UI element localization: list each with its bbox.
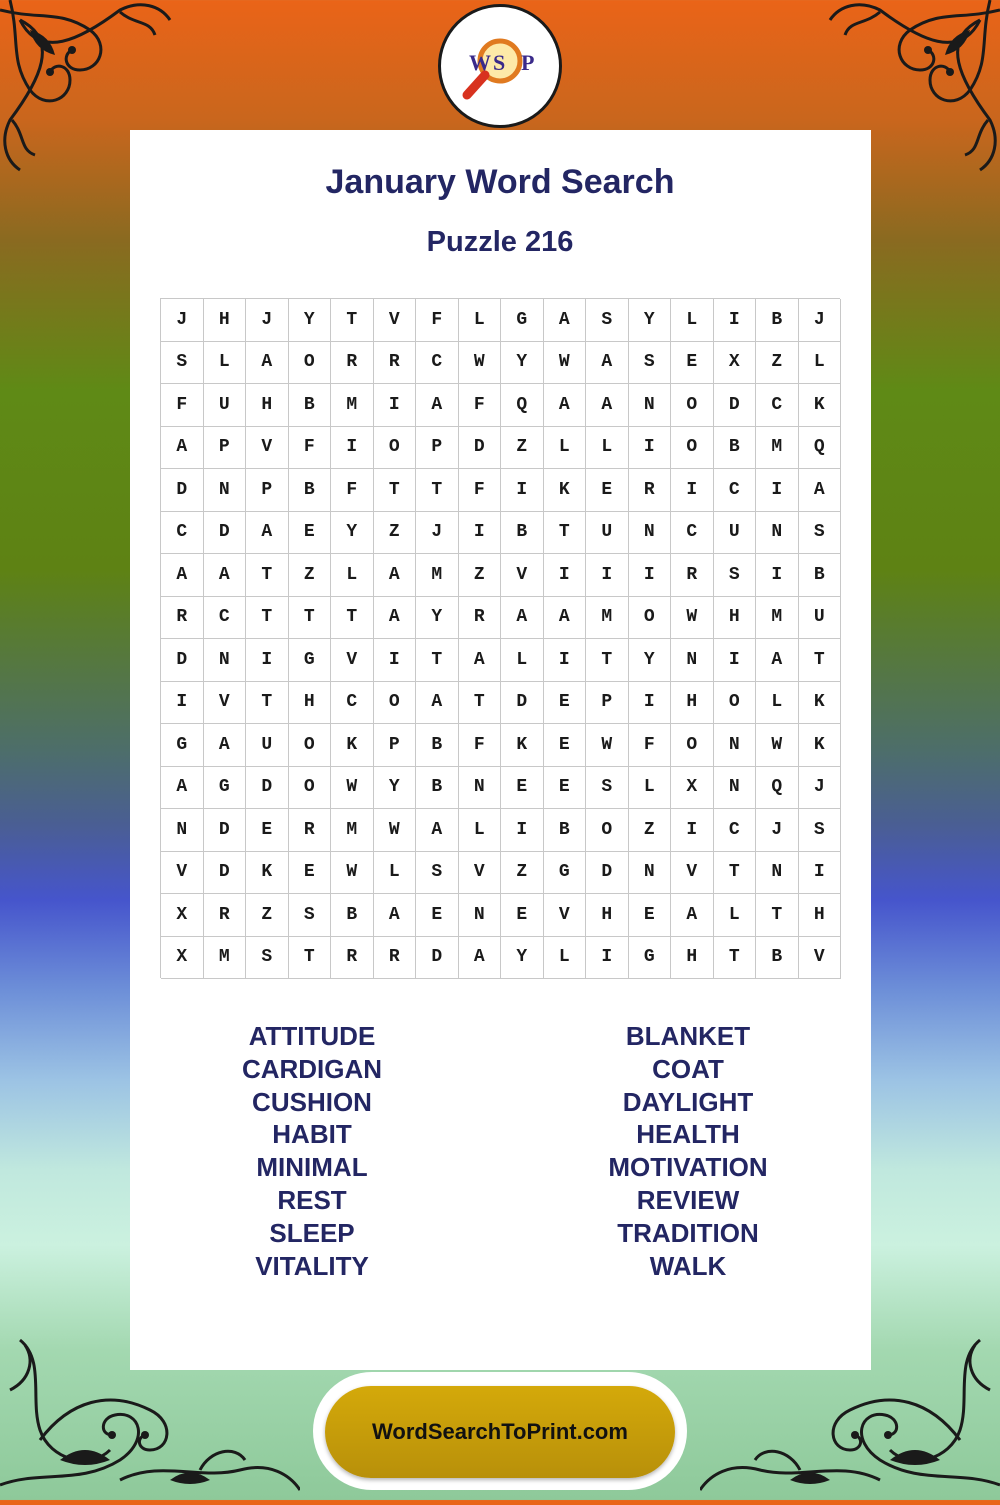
grid-cell: I: [246, 639, 289, 682]
grid-cell: O: [374, 427, 417, 470]
grid-cell: I: [799, 852, 842, 895]
grid-cell: A: [586, 342, 629, 385]
grid-cell: T: [331, 299, 374, 342]
grid-cell: X: [671, 767, 714, 810]
grid-cell: S: [799, 809, 842, 852]
grid-cell: T: [544, 512, 587, 555]
grid-cell: O: [714, 682, 757, 725]
wsp-logo: [438, 4, 562, 128]
word-item: CARDIGAN: [241, 1053, 383, 1084]
grid-cell: I: [586, 554, 629, 597]
grid-cell: B: [799, 554, 842, 597]
grid-cell: I: [671, 809, 714, 852]
puzzle-number: Puzzle 216: [426, 226, 574, 258]
grid-cell: I: [756, 554, 799, 597]
grid-cell: C: [416, 342, 459, 385]
grid-cell: I: [544, 639, 587, 682]
grid-cell: C: [331, 682, 374, 725]
grid-cell: N: [629, 384, 672, 427]
grid-cell: Z: [501, 427, 544, 470]
grid-cell: L: [629, 767, 672, 810]
word-item: COAT: [652, 1053, 724, 1084]
grid-cell: Y: [416, 597, 459, 640]
grid-cell: V: [459, 852, 502, 895]
grid-cell: C: [714, 809, 757, 852]
grid-cell: B: [501, 512, 544, 555]
grid-cell: O: [586, 809, 629, 852]
grid-cell: B: [416, 724, 459, 767]
grid-cell: J: [799, 767, 842, 810]
grid-cell: W: [586, 724, 629, 767]
grid-cell: Y: [501, 937, 544, 980]
grid-cell: A: [799, 469, 842, 512]
grid-cell: N: [756, 852, 799, 895]
grid-cell: L: [799, 342, 842, 385]
grid-cell: D: [714, 384, 757, 427]
grid-cell: N: [629, 852, 672, 895]
grid-cell: S: [714, 554, 757, 597]
grid-cell: R: [289, 809, 332, 852]
grid-cell: A: [246, 512, 289, 555]
grid-cell: S: [586, 299, 629, 342]
grid-cell: F: [629, 724, 672, 767]
grid-cell: O: [671, 724, 714, 767]
grid-cell: T: [799, 639, 842, 682]
grid-cell: W: [374, 809, 417, 852]
grid-cell: C: [756, 384, 799, 427]
grid-cell: I: [629, 682, 672, 725]
grid-cell: H: [246, 384, 289, 427]
grid-cell: D: [161, 469, 204, 512]
grid-cell: V: [161, 852, 204, 895]
grid-cell: R: [204, 894, 247, 937]
logo-letter-w: W: [469, 50, 491, 75]
grid-cell: P: [374, 724, 417, 767]
grid-cell: L: [714, 894, 757, 937]
grid-cell: Y: [374, 767, 417, 810]
grid-cell: E: [246, 809, 289, 852]
grid-cell: A: [416, 384, 459, 427]
grid-cell: D: [204, 852, 247, 895]
grid-cell: A: [416, 682, 459, 725]
grid-cell: O: [629, 597, 672, 640]
grid-cell: G: [629, 937, 672, 980]
grid-cell: T: [586, 639, 629, 682]
grid-cell: G: [204, 767, 247, 810]
word-list-right: [538, 1020, 838, 1282]
grid-cell: W: [331, 852, 374, 895]
grid-cell: R: [331, 937, 374, 980]
grid-cell: R: [629, 469, 672, 512]
grid-cell: E: [289, 852, 332, 895]
grid-cell: A: [204, 554, 247, 597]
word-item: BLANKET: [625, 1021, 751, 1051]
grid-cell: A: [459, 639, 502, 682]
grid-cell: W: [671, 597, 714, 640]
grid-cell: A: [416, 809, 459, 852]
grid-cell: O: [374, 682, 417, 725]
grid-cell: L: [586, 427, 629, 470]
grid-cell: A: [374, 597, 417, 640]
word-item: VITALITY: [255, 1250, 369, 1281]
grid-cell: I: [544, 554, 587, 597]
grid-cell: T: [246, 597, 289, 640]
grid-cell: A: [756, 639, 799, 682]
grid-cell: C: [671, 512, 714, 555]
grid-cell: Y: [629, 299, 672, 342]
grid-cell: I: [586, 937, 629, 980]
grid-cell: R: [459, 597, 502, 640]
grid-cell: B: [544, 809, 587, 852]
grid-cell: Y: [629, 639, 672, 682]
grid-cell: T: [331, 597, 374, 640]
grid-cell: L: [459, 809, 502, 852]
grid-cell: S: [246, 937, 289, 980]
grid-cell: X: [161, 894, 204, 937]
grid-cell: L: [331, 554, 374, 597]
grid-cell: V: [331, 639, 374, 682]
grid-cell: I: [629, 554, 672, 597]
grid-cell: E: [544, 767, 587, 810]
grid-cell: U: [246, 724, 289, 767]
grid-cell: G: [544, 852, 587, 895]
grid-cell: O: [289, 767, 332, 810]
grid-cell: H: [714, 597, 757, 640]
word-item: ATTITUDE: [248, 1021, 376, 1051]
grid-cell: M: [756, 597, 799, 640]
grid-cell: I: [501, 469, 544, 512]
grid-cell: T: [374, 469, 417, 512]
grid-cell: Z: [756, 342, 799, 385]
grid-cell: E: [544, 724, 587, 767]
grid-cell: L: [459, 299, 502, 342]
grid-cell: N: [714, 724, 757, 767]
grid-cell: S: [799, 512, 842, 555]
grid-cell: D: [416, 937, 459, 980]
grid-cell: M: [586, 597, 629, 640]
grid-cell: G: [501, 299, 544, 342]
grid-cell: E: [501, 894, 544, 937]
grid-cell: N: [671, 639, 714, 682]
grid-cell: S: [586, 767, 629, 810]
grid-cell: K: [331, 724, 374, 767]
logo-letter-s: S: [493, 50, 506, 75]
grid-cell: F: [459, 384, 502, 427]
grid-cell: E: [501, 767, 544, 810]
grid-cell: L: [756, 682, 799, 725]
grid-cell: S: [416, 852, 459, 895]
grid-cell: F: [416, 299, 459, 342]
grid-cell: N: [204, 639, 247, 682]
grid-cell: V: [204, 682, 247, 725]
grid-cell: I: [629, 427, 672, 470]
grid-cell: T: [289, 937, 332, 980]
grid-cell: N: [459, 767, 502, 810]
grid-cell: N: [459, 894, 502, 937]
grid-cell: M: [331, 384, 374, 427]
grid-cell: H: [586, 894, 629, 937]
grid-cell: C: [161, 512, 204, 555]
grid-cell: T: [714, 852, 757, 895]
grid-cell: Z: [629, 809, 672, 852]
grid-cell: N: [714, 767, 757, 810]
word-item: REVIEW: [636, 1184, 740, 1215]
grid-cell: T: [756, 894, 799, 937]
grid-cell: D: [586, 852, 629, 895]
grid-cell: H: [289, 682, 332, 725]
grid-cell: D: [459, 427, 502, 470]
grid-cell: F: [161, 384, 204, 427]
grid-cell: D: [246, 767, 289, 810]
letter-grid: [160, 298, 840, 978]
grid-cell: U: [204, 384, 247, 427]
grid-cell: R: [374, 937, 417, 980]
grid-cell: X: [714, 342, 757, 385]
grid-cell: P: [204, 427, 247, 470]
grid-cell: N: [756, 512, 799, 555]
grid-cell: L: [501, 639, 544, 682]
grid-cell: S: [629, 342, 672, 385]
grid-cell: Q: [756, 767, 799, 810]
grid-cell: I: [501, 809, 544, 852]
grid-cell: G: [289, 639, 332, 682]
grid-cell: C: [714, 469, 757, 512]
grid-cell: V: [544, 894, 587, 937]
grid-cell: D: [204, 809, 247, 852]
word-list-left: [162, 1020, 462, 1282]
word-item: MOTIVATION: [608, 1152, 768, 1183]
grid-cell: G: [161, 724, 204, 767]
grid-cell: E: [586, 469, 629, 512]
word-item: MINIMAL: [256, 1152, 368, 1183]
grid-cell: B: [416, 767, 459, 810]
grid-cell: L: [544, 937, 587, 980]
grid-cell: R: [671, 554, 714, 597]
grid-cell: Z: [289, 554, 332, 597]
grid-cell: A: [246, 342, 289, 385]
grid-cell: T: [416, 639, 459, 682]
word-item: SLEEP: [269, 1217, 355, 1248]
grid-cell: K: [544, 469, 587, 512]
grid-cell: A: [459, 937, 502, 980]
grid-cell: E: [289, 512, 332, 555]
grid-cell: R: [161, 597, 204, 640]
grid-cell: A: [671, 894, 714, 937]
grid-cell: V: [246, 427, 289, 470]
grid-cell: S: [289, 894, 332, 937]
grid-cell: T: [459, 682, 502, 725]
grid-cell: U: [586, 512, 629, 555]
grid-cell: C: [204, 597, 247, 640]
grid-cell: E: [544, 682, 587, 725]
grid-cell: V: [671, 852, 714, 895]
grid-cell: N: [161, 809, 204, 852]
grid-cell: P: [416, 427, 459, 470]
grid-cell: V: [501, 554, 544, 597]
grid-cell: T: [246, 554, 289, 597]
grid-cell: A: [374, 554, 417, 597]
grid-cell: F: [459, 724, 502, 767]
grid-cell: L: [671, 299, 714, 342]
grid-cell: D: [204, 512, 247, 555]
grid-cell: W: [756, 724, 799, 767]
grid-cell: A: [501, 597, 544, 640]
grid-cell: A: [204, 724, 247, 767]
grid-cell: Z: [459, 554, 502, 597]
grid-cell: U: [799, 597, 842, 640]
grid-cell: P: [586, 682, 629, 725]
word-item: TRADITION: [617, 1217, 759, 1248]
grid-cell: F: [331, 469, 374, 512]
grid-cell: A: [544, 299, 587, 342]
grid-cell: A: [161, 767, 204, 810]
grid-cell: J: [756, 809, 799, 852]
grid-cell: B: [289, 384, 332, 427]
grid-cell: W: [331, 767, 374, 810]
grid-cell: A: [374, 894, 417, 937]
grid-cell: K: [799, 682, 842, 725]
grid-cell: L: [544, 427, 587, 470]
grid-cell: I: [459, 512, 502, 555]
grid-cell: Y: [331, 512, 374, 555]
grid-cell: M: [416, 554, 459, 597]
website-button[interactable]: WordSearchToPrint.com: [325, 1386, 675, 1478]
grid-cell: A: [161, 554, 204, 597]
grid-cell: A: [586, 384, 629, 427]
grid-cell: I: [714, 299, 757, 342]
word-item: HEALTH: [636, 1119, 740, 1150]
grid-cell: Z: [374, 512, 417, 555]
grid-cell: E: [416, 894, 459, 937]
grid-cell: W: [544, 342, 587, 385]
grid-cell: T: [416, 469, 459, 512]
grid-cell: N: [204, 469, 247, 512]
grid-cell: E: [671, 342, 714, 385]
grid-cell: H: [204, 299, 247, 342]
grid-cell: M: [204, 937, 247, 980]
grid-cell: S: [161, 342, 204, 385]
grid-cell: I: [161, 682, 204, 725]
grid-cell: B: [756, 299, 799, 342]
grid-cell: O: [671, 427, 714, 470]
grid-cell: K: [799, 384, 842, 427]
grid-cell: L: [204, 342, 247, 385]
logo-letter-p: P: [521, 50, 535, 75]
grid-cell: H: [671, 937, 714, 980]
grid-cell: J: [161, 299, 204, 342]
grid-cell: A: [161, 427, 204, 470]
grid-cell: M: [331, 809, 374, 852]
grid-cell: I: [374, 384, 417, 427]
grid-cell: O: [671, 384, 714, 427]
grid-cell: H: [799, 894, 842, 937]
grid-cell: T: [714, 937, 757, 980]
grid-cell: W: [459, 342, 502, 385]
word-item: HABIT: [272, 1119, 352, 1150]
grid-cell: B: [331, 894, 374, 937]
grid-cell: I: [756, 469, 799, 512]
grid-cell: Y: [501, 342, 544, 385]
grid-cell: P: [246, 469, 289, 512]
grid-cell: B: [714, 427, 757, 470]
grid-cell: F: [459, 469, 502, 512]
grid-cell: V: [799, 937, 842, 980]
grid-cell: E: [629, 894, 672, 937]
grid-cell: Y: [289, 299, 332, 342]
word-item: WALK: [649, 1250, 727, 1281]
grid-cell: B: [289, 469, 332, 512]
word-item: REST: [277, 1184, 347, 1215]
grid-cell: M: [756, 427, 799, 470]
word-item: DAYLIGHT: [622, 1086, 754, 1117]
grid-cell: Z: [246, 894, 289, 937]
grid-cell: J: [799, 299, 842, 342]
grid-cell: F: [289, 427, 332, 470]
grid-cell: I: [374, 639, 417, 682]
grid-cell: O: [289, 724, 332, 767]
grid-cell: B: [756, 937, 799, 980]
grid-cell: K: [799, 724, 842, 767]
grid-cell: R: [331, 342, 374, 385]
grid-cell: L: [374, 852, 417, 895]
grid-cell: I: [331, 427, 374, 470]
grid-cell: N: [629, 512, 672, 555]
grid-cell: X: [161, 937, 204, 980]
word-item: CUSHION: [252, 1086, 372, 1117]
grid-cell: J: [416, 512, 459, 555]
grid-cell: K: [501, 724, 544, 767]
grid-cell: I: [714, 639, 757, 682]
grid-cell: T: [289, 597, 332, 640]
grid-cell: I: [671, 469, 714, 512]
grid-cell: Q: [799, 427, 842, 470]
grid-cell: O: [289, 342, 332, 385]
grid-cell: U: [714, 512, 757, 555]
grid-cell: R: [374, 342, 417, 385]
grid-cell: T: [246, 682, 289, 725]
grid-cell: J: [246, 299, 289, 342]
grid-cell: V: [374, 299, 417, 342]
grid-cell: H: [671, 682, 714, 725]
grid-cell: Z: [501, 852, 544, 895]
grid-cell: D: [161, 639, 204, 682]
grid-cell: K: [246, 852, 289, 895]
grid-cell: A: [544, 384, 587, 427]
grid-cell: D: [501, 682, 544, 725]
grid-cell: Q: [501, 384, 544, 427]
page-title: January Word Search: [325, 163, 675, 201]
grid-cell: A: [544, 597, 587, 640]
